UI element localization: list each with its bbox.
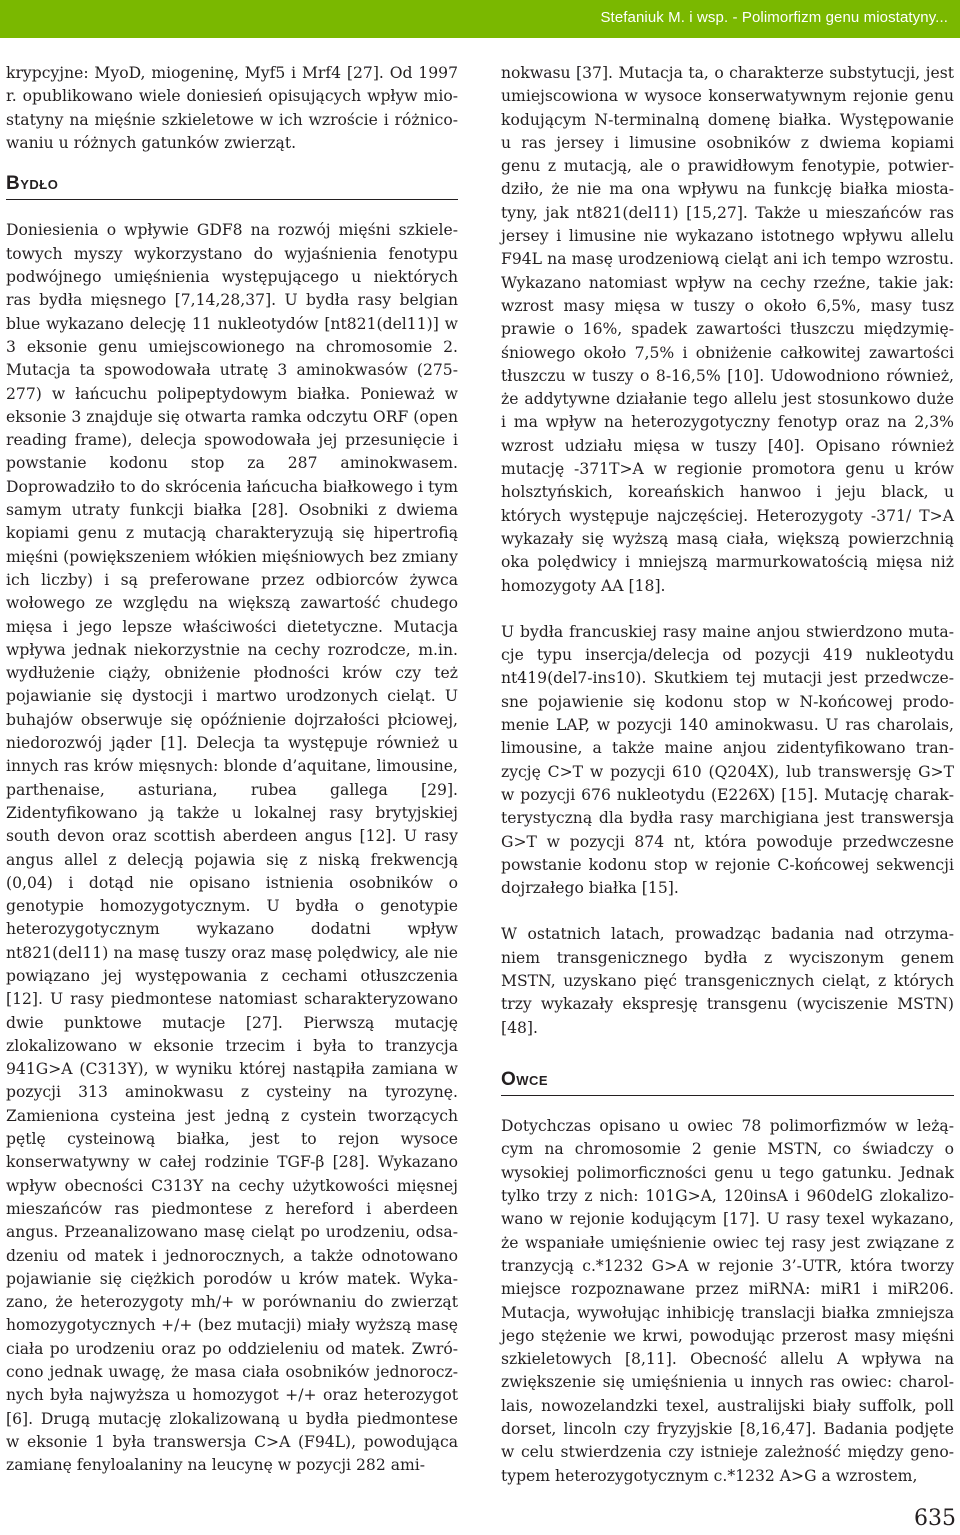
section-heading-bydlo-text: Bydło (6, 173, 59, 195)
section-heading-owce-text: Owce (501, 1068, 549, 1090)
right-paragraph-2: U bydła francuskiej rasy maine anjou stwierdzono mutacje typu insercja/delecja od pozycji 419 nukleotydu nt419(del7-ins10). Skutkiem tej mutacji jest przedwczesne pojawienie się kodonu stop w N-końcowej prodomenie LAP, w pozycji 140 aminokwasu. U ras charolais, limousine, a także maine anjou zidentyfikowano tranzycję C>T w pozycji 610 (Q204X), lub transwersję G>T w pozycji 676 nukleotydu (E226X) [15]. Mutację charakterystyczną dla bydła rasy marchigiana jest transwersja G>T w pozycji 874 nt, która powoduje przedwczesne powstanie kodonu stop w rejonie C-końcowej sekwencji dojrzałego białka [15]. (501, 622, 954, 898)
left-column (6, 62, 458, 1478)
page-number: 635 (914, 1506, 956, 1531)
heading-underline (6, 199, 458, 200)
section-heading-bydlo (6, 172, 458, 197)
intro-paragraph: krypcyjne: MyoD, miogeninę, Myf5 i Mrf4 [27]. Od 1997 r. opublikowano wiele doniesień opisujących wpływ miostatyny na mięśnie szkieletowe w ich wzroście i różnicowaniu u różnych gatunków zwierząt. (6, 64, 458, 152)
right-paragraph-3: W ostatnich latach, prowadząc badania nad otrzymaniem transgenicznego bydła z wyciszonym genem MSTN, uzyskano pięć transgenicznych cieląt, z których trzy wykazały ekspresję transgenu (wyciszenie MSTN) [48]. (501, 925, 954, 1037)
section-heading-owce (501, 1068, 954, 1093)
right-paragraph-1: nokwasu [37]. Mutacja ta, o charakterze substytucji, jest umiejscowiona w wysoce konserwatywnym rejonie genu kodującym N-terminalną domenę białka. Występowanie u ras jersey i limusine osobników z dwiema kopiami genu z mutacją, ale o prawidłowym fenotypie, potwierdziło, że nie ma ona wpływu na funkcję białka miostatyny, jak nt821(del11) [15,27]. Także u mieszańców ras jersey i limusine nie wykazano istotnego wpływu allelu F94L na masę urodzeniową cieląt ani ich tempo wzrostu. Wykazano natomiast wpływ na cechy rzeźne, takie jak: wzrost masy mięsa w tuszy o około 6,5%, masy tusz prawie o 16%, spadek zawartości tłuszczu międzymięśniowego około 7,5% i obniżenie całkowitej zawartości tłuszczu w tuszy o 8-16,5% [10]. Udowodniono również, że addytywne działanie tego allelu jest stosunkowo duże i ma wpływ na heterozygotyczny fenotyp oraz na 2,3% wzrost udziału mięsa w tuszy [40]. Opisano również mutację -371T>A w regionie promotora genu u krów holsztyńskich, koreańskich hanwoo i jeju black, u których występuje najczęściej. Heterozygoty -371/ T>A wykazały się wyższą masą ciała, większą powierzchnią oka polędwicy i mniejszą marmurkowatością mięsa niż homozygoty AA [18]. (501, 64, 954, 595)
running-header-bar (0, 0, 960, 38)
heading-underline (501, 1095, 954, 1096)
right-paragraph-4: Dotychczas opisano u owiec 78 polimorfizmów w leżącym na chromosomie 2 genie MSTN, co świadczy o wysokiej polimorficzności genu u tego gatunku. Jednak tylko trzy z nich: 101G>A, 120insA i 960delG zlokalizowano w rejonie kodującym [17]. U rasy texel wykazano, że wspaniałe umięśnienie owiec tej rasy jest związane z tranzycją c.*1232 G>A w rejonie 3’-UTR, która tworzy miejsce rozpoznawane przez miRNA: miR1 i miR206. Mutacja, wywołując inhibicję translacji białka zmniejsza jego stężenie we krwi, powodując przerost masy mięśni szkieletowych [8,11]. Obecność allelu A wpływa na zwiększenie się umięśnienia u innych ras owiec: charollais, nowozelandzki texel, australijski biały suffolk, poll dorset, lincoln czy fryzyjskie [8,16,47]. Badania podjęte w celu stwierdzenia czy istnieje zależność między genotypem heterozygotycznym c.*1232 A>G a wzrostem, (501, 1117, 954, 1485)
right-column (501, 62, 954, 1488)
bydlo-body-paragraph: Doniesienia o wpływie GDF8 na rozwój mięśni szkieletowych myszy wykorzystano do wyjaśnienia fenotypu podwójnego umięśnienia występującego u niektórych ras bydła mięsnego [7,14,28,37]. U bydła rasy belgian blue wykazano delecję 11 nukleotydów [nt821(del11)] w 3 eksonie genu umiejscowionego na chromosomie 2. Mutacja ta spowodowała utratę 3 aminokwasów (275-277) w łańcuchu polipeptydowym białka. Ponieważ w eksonie 3 znajduje się otwarta ramka odczytu ORF (open reading frame), delecja spowodowała jej przesunięcie i powstanie kodonu stop za 287 aminokwasem. Doprowadziło to do skrócenia łańcucha białkowego i tym samym utraty funkcji białka [28]. Osobniki z dwiema kopiami genu z mutacją charakteryzują się hipertrofią mięśni (powiększeniem włókien mięśniowych bez zmiany ich liczby) i są preferowane przez odbiorców żywca wołowego ze względu na większą zawartość chudego mięsa i jego lepsze właściwości dietetyczne. Mutacja wpływa jednak niekorzystnie na cechy rozrodcze, m.in. wydłużenie ciąży, obniżenie płodności krów czy też pojawianie się dystocji i martwo urodzonych cieląt. U buhajów obserwuje się opóźnienie dojrzałości płciowej, niedorozwój jąder [1]. Delecja ta występuje również u innych ras krów mięsnych: blonde d’aquitane, limousine, parthenaise, asturiana, rubea gallega [29]. Zidentyfikowano ją także u lokalnej rasy brytyjskiej south devon oraz scottish aberdeen angus [12]. U rasy angus allel z delecją pojawia się z niską frekwencją (0,04) i dotąd nie opisano istnienia osobników o genotypie homozygotycznym. U bydła o genotypie heterozygotycznym wykazano dodatni wpływ nt821(del11) na masę tuszy oraz masę polędwicy, ale nie powiązano jej występowania z cechami otłuszczenia [12]. U rasy piedmontese natomiast scharakteryzowano dwie punktowe mutacje [27]. Pierwszą mutację zlokalizowano w eksonie trzecim i była to tranzycja 941G>A (C313Y), w wyniku której nastąpiła zamiana w pozycji 313 aminokwasu z cysteiny na tyrozynę. Zamieniona cysteina jest jedną z cystein tworzących pętlę cysteinową białka, jest to rejon wysoce konserwatywny w całej rodzinie TGF-β [28]. Wykazano wpływ obecności C313Y na cechy użytkowości mięsnej mieszańców ras piedmontese z hereford i aberdeen angus. Przeanalizowano masę cieląt po urodzeniu, odsadzeniu od matek i jednorocznych, a także odnotowano pojawianie się ciężkich porodów u krów matek. Wykazano, że heterozygoty mh/+ w porównaniu do zwierząt homozygotycznych +/+ (bez mutacji) miały wyższą masę ciała po urodzeniu oraz po oddzieleniu od matek. Zwrócono jednak uwagę, że masa ciała osobników jednorocznych była najwyższa u homozygot +/+ oraz heterozygot [6]. Drugą mutację zlokalizowaną u bydła piedmontese w eksonie 1 była transwersja C>A (F94L), powodująca zamianę fenyloalaniny na leucynę w pozycji 282 ami- (6, 221, 458, 1475)
running-title: Stefaniuk M. i wsp. - Polimorfizm genu miostatyny... (600, 9, 948, 26)
